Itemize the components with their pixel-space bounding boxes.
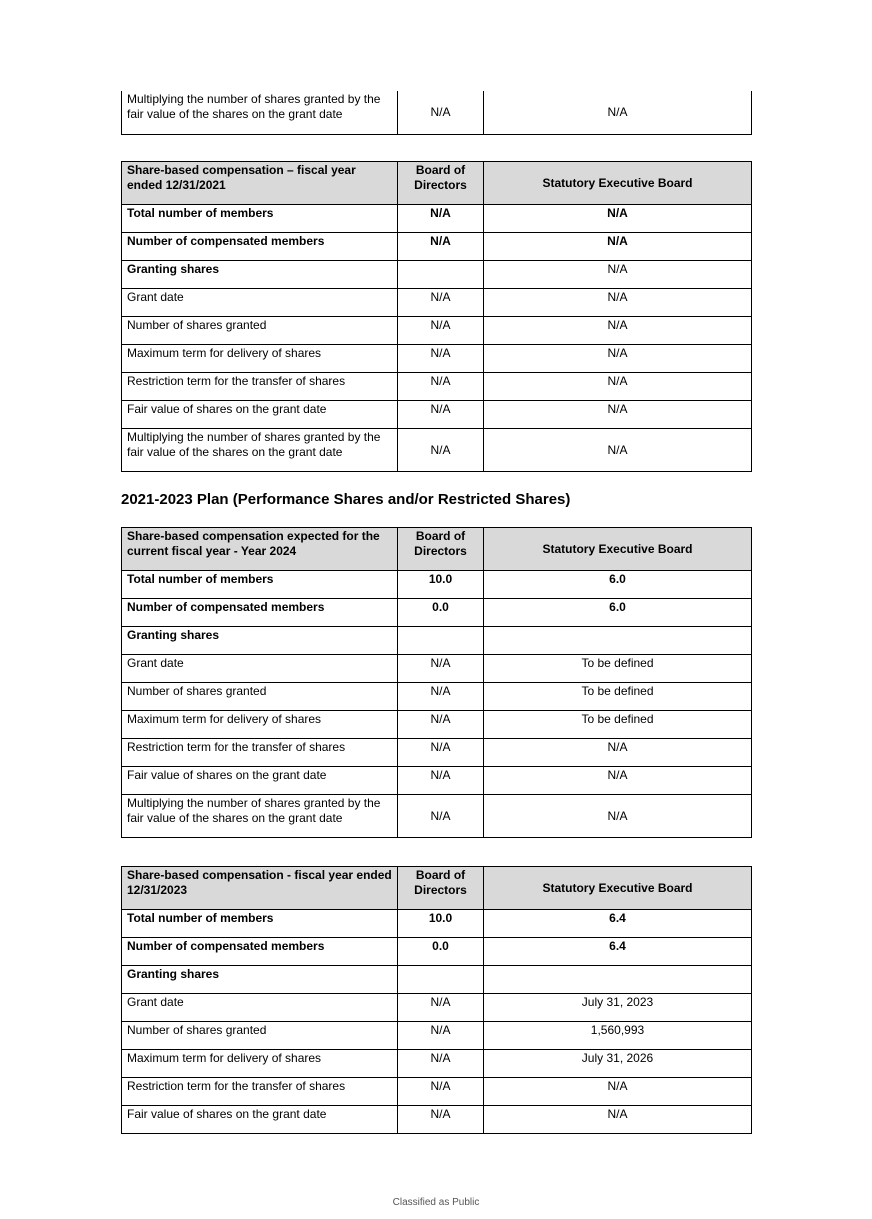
- bod-value: N/A: [398, 91, 484, 135]
- seb-value: N/A: [484, 429, 752, 472]
- table-row: [122, 401, 752, 429]
- table-row: [122, 655, 752, 683]
- table-header-row: [122, 162, 752, 205]
- seb-value: N/A: [484, 401, 752, 429]
- seb-value: July 31, 2026: [484, 1050, 752, 1078]
- table-fy2024: [121, 527, 752, 838]
- table-row: [122, 233, 752, 261]
- table-row: [122, 599, 752, 627]
- section-title: 2021-2023 Plan (Performance Shares and/or Restricted Shares): [121, 491, 571, 508]
- header-label: Share-based compensation – fiscal year ended 12/31/2021: [122, 162, 398, 205]
- row-label: Total number of members: [122, 571, 398, 599]
- row-label: Multiplying the number of shares granted by the fair value of the shares on the grant date: [122, 429, 398, 472]
- seb-value: N/A: [484, 91, 752, 135]
- table-row: [122, 91, 752, 135]
- bod-value: N/A: [398, 373, 484, 401]
- table-fy2021: [121, 161, 752, 472]
- table-row: [122, 994, 752, 1022]
- seb-value: July 31, 2023: [484, 994, 752, 1022]
- row-label: Number of compensated members: [122, 599, 398, 627]
- bod-value: N/A: [398, 1078, 484, 1106]
- seb-value: To be defined: [484, 683, 752, 711]
- seb-value: N/A: [484, 261, 752, 289]
- bod-value: 10.0: [398, 910, 484, 938]
- seb-value: N/A: [484, 205, 752, 233]
- bod-value: N/A: [398, 795, 484, 838]
- row-label: Fair value of shares on the grant date: [122, 767, 398, 795]
- table-header-row: [122, 528, 752, 571]
- header-label: Share-based compensation - fiscal year ended 12/31/2023: [122, 867, 398, 910]
- bod-value: N/A: [398, 739, 484, 767]
- bod-value: N/A: [398, 1106, 484, 1134]
- seb-value: 6.0: [484, 571, 752, 599]
- row-label: Maximum term for delivery of shares: [122, 1050, 398, 1078]
- seb-value: N/A: [484, 1106, 752, 1134]
- row-label: Grant date: [122, 289, 398, 317]
- seb-value: [484, 966, 752, 994]
- seb-value: N/A: [484, 317, 752, 345]
- header-label: Share-based compensation expected for the current fiscal year - Year 2024: [122, 528, 398, 571]
- bod-value: N/A: [398, 401, 484, 429]
- bod-value: N/A: [398, 655, 484, 683]
- bod-value: N/A: [398, 711, 484, 739]
- table-row: [122, 938, 752, 966]
- bod-value: [398, 966, 484, 994]
- row-label: Granting shares: [122, 627, 398, 655]
- table-row: [122, 739, 752, 767]
- row-label: Grant date: [122, 994, 398, 1022]
- row-label: Total number of members: [122, 910, 398, 938]
- row-label: Fair value of shares on the grant date: [122, 1106, 398, 1134]
- table-row: [122, 711, 752, 739]
- table-row: [122, 1106, 752, 1134]
- seb-value: N/A: [484, 345, 752, 373]
- seb-value: N/A: [484, 233, 752, 261]
- bod-value: N/A: [398, 205, 484, 233]
- table-row: [122, 767, 752, 795]
- table-row: [122, 1022, 752, 1050]
- seb-value: 1,560,993: [484, 1022, 752, 1050]
- header-seb: Statutory Executive Board: [484, 867, 752, 910]
- bod-value: N/A: [398, 345, 484, 373]
- row-label: Maximum term for delivery of shares: [122, 711, 398, 739]
- table-continued: [121, 91, 752, 135]
- classification-footer: Classified as Public: [392, 1197, 480, 1208]
- row-label: Number of shares granted: [122, 683, 398, 711]
- seb-value: To be defined: [484, 655, 752, 683]
- seb-value: To be defined: [484, 711, 752, 739]
- table-row: [122, 795, 752, 838]
- row-label: Granting shares: [122, 966, 398, 994]
- row-label: Multiplying the number of shares granted by the fair value of the shares on the grant date: [122, 91, 398, 135]
- table-fy2023: [121, 866, 752, 1134]
- seb-value: 6.0: [484, 599, 752, 627]
- row-label: Maximum term for delivery of shares: [122, 345, 398, 373]
- row-label: Number of compensated members: [122, 233, 398, 261]
- header-bod: Board of Directors: [398, 867, 484, 910]
- table-row: [122, 683, 752, 711]
- bod-value: N/A: [398, 233, 484, 261]
- table-row: [122, 429, 752, 472]
- bod-value: 0.0: [398, 938, 484, 966]
- row-label: Fair value of shares on the grant date: [122, 401, 398, 429]
- row-label: Granting shares: [122, 261, 398, 289]
- table-row: [122, 261, 752, 289]
- table-row: [122, 910, 752, 938]
- header-seb: Statutory Executive Board: [484, 528, 752, 571]
- bod-value: N/A: [398, 317, 484, 345]
- table-row: [122, 317, 752, 345]
- table-row: [122, 571, 752, 599]
- bod-value: [398, 627, 484, 655]
- row-label: Number of compensated members: [122, 938, 398, 966]
- row-label: Restriction term for the transfer of shares: [122, 739, 398, 767]
- header-bod: Board of Directors: [398, 162, 484, 205]
- row-label: Total number of members: [122, 205, 398, 233]
- bod-value: 10.0: [398, 571, 484, 599]
- seb-value: N/A: [484, 795, 752, 838]
- table-row: [122, 289, 752, 317]
- table-row: [122, 1050, 752, 1078]
- row-label: Restriction term for the transfer of shares: [122, 373, 398, 401]
- table-row: [122, 373, 752, 401]
- header-seb: Statutory Executive Board: [484, 162, 752, 205]
- bod-value: N/A: [398, 429, 484, 472]
- table-row: [122, 966, 752, 994]
- seb-value: N/A: [484, 1078, 752, 1106]
- bod-value: [398, 261, 484, 289]
- row-label: Number of shares granted: [122, 1022, 398, 1050]
- seb-value: N/A: [484, 289, 752, 317]
- row-label: Number of shares granted: [122, 317, 398, 345]
- seb-value: [484, 627, 752, 655]
- bod-value: 0.0: [398, 599, 484, 627]
- table-row: [122, 205, 752, 233]
- bod-value: N/A: [398, 683, 484, 711]
- table-row: [122, 1078, 752, 1106]
- bod-value: N/A: [398, 1022, 484, 1050]
- table-row: [122, 627, 752, 655]
- seb-value: 6.4: [484, 938, 752, 966]
- seb-value: 6.4: [484, 910, 752, 938]
- table-header-row: [122, 867, 752, 910]
- bod-value: N/A: [398, 767, 484, 795]
- table-row: [122, 345, 752, 373]
- bod-value: N/A: [398, 994, 484, 1022]
- row-label: Restriction term for the transfer of shares: [122, 1078, 398, 1106]
- row-label: Multiplying the number of shares granted by the fair value of the shares on the grant date: [122, 795, 398, 838]
- header-bod: Board of Directors: [398, 528, 484, 571]
- row-label: Grant date: [122, 655, 398, 683]
- bod-value: N/A: [398, 289, 484, 317]
- seb-value: N/A: [484, 767, 752, 795]
- seb-value: N/A: [484, 373, 752, 401]
- bod-value: N/A: [398, 1050, 484, 1078]
- seb-value: N/A: [484, 739, 752, 767]
